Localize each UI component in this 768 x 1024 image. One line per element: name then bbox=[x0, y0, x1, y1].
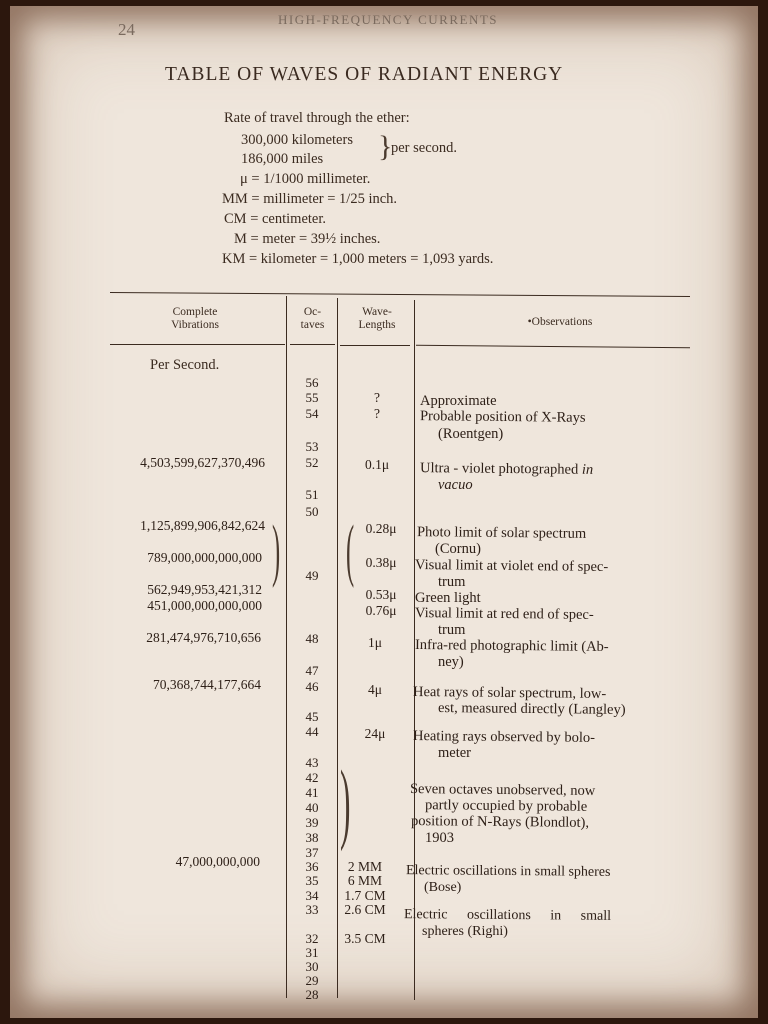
obs-elec2-1: Electric oscillations in small bbox=[403, 907, 612, 924]
obs-uv-2: vacuo bbox=[438, 477, 473, 493]
intro-brace: } bbox=[378, 130, 393, 163]
header-observations: •Observations bbox=[527, 316, 593, 328]
octave-32: 32 bbox=[305, 931, 319, 946]
wave-length: 2 MM bbox=[347, 859, 383, 874]
wave-length: 2.6 CM bbox=[344, 902, 386, 917]
wave-length: 6 MM bbox=[347, 873, 383, 888]
wave-length: 0.53μ bbox=[365, 587, 397, 602]
obs-xrays-2: (Roentgen) bbox=[438, 426, 504, 442]
wave-length: ? bbox=[374, 406, 380, 421]
intro-km: 300,000 kilometers bbox=[241, 132, 353, 148]
obs-seven-4: 1903 bbox=[425, 830, 454, 846]
book-page bbox=[10, 6, 758, 1018]
intro-miles: 186,000 miles bbox=[241, 151, 324, 167]
obs-heat-2: est, measured directly (Langley) bbox=[437, 700, 626, 718]
obs-green: Green light bbox=[415, 590, 481, 606]
vibration-row: 47,000,000,000 bbox=[175, 854, 260, 869]
wave-length: ? bbox=[374, 390, 380, 405]
octave-30: 30 bbox=[305, 959, 319, 974]
octave-55: 55 bbox=[305, 390, 319, 405]
obs-visual-red-2: trum bbox=[438, 622, 466, 638]
vibration-row: 562,949,953,421,312 bbox=[147, 582, 262, 597]
octave-31: 31 bbox=[305, 945, 319, 960]
header-rule-4 bbox=[416, 345, 690, 348]
intro-cm: CM = centimeter. bbox=[224, 211, 327, 227]
obs-photo-2: (Cornu) bbox=[435, 541, 481, 557]
page-title: TABLE OF WAVES OF RADIANT ENERGY bbox=[165, 64, 564, 85]
running-title: HIGH-FREQUENCY CURRENTS bbox=[278, 12, 498, 27]
vibrations-brace: ) bbox=[272, 512, 281, 589]
header-wave-2: Lengths bbox=[358, 319, 396, 331]
vibration-row: 281,474,976,710,656 bbox=[146, 630, 261, 645]
obs-elec1-1: Electric oscillations in small spheres bbox=[405, 863, 611, 880]
vibration-row: 4,503,599,627,370,496 bbox=[140, 455, 265, 470]
per-second-label: Per Second. bbox=[150, 357, 220, 373]
wave-brace: ( bbox=[346, 512, 355, 589]
octave-50: 50 bbox=[305, 504, 319, 519]
page-number: 24 bbox=[118, 20, 135, 39]
intro-per-second: per second. bbox=[391, 140, 458, 156]
obs-approximate: Approximate bbox=[420, 393, 497, 409]
octave-41: 41 bbox=[305, 785, 319, 800]
col-rule-1 bbox=[286, 296, 287, 998]
wave-length: 24μ bbox=[364, 726, 386, 741]
header-wave-1: Wave- bbox=[362, 306, 392, 318]
obs-seven-2: partly occupied by probable bbox=[424, 797, 588, 815]
obs-visual-violet-1: Visual limit at violet end of spec- bbox=[414, 556, 609, 576]
header-vibrations-1: Complete bbox=[172, 306, 218, 318]
octave-35: 35 bbox=[305, 873, 319, 888]
octave-34: 34 bbox=[305, 888, 319, 903]
obs-elec1-2: (Bose) bbox=[424, 880, 462, 895]
octave-42: 42 bbox=[305, 770, 319, 785]
octave-40: 40 bbox=[305, 800, 319, 815]
intro-mm: MM = millimeter = 1/25 inch. bbox=[222, 191, 398, 207]
obs-bolo-2: meter bbox=[438, 745, 472, 761]
header-octaves-2: taves bbox=[300, 319, 325, 331]
wave-length: 0.38μ bbox=[365, 555, 397, 570]
wave-length: 0.1μ bbox=[364, 457, 390, 472]
wave-length: 0.76μ bbox=[365, 603, 397, 618]
octave-48: 48 bbox=[305, 631, 319, 646]
wave-length: 1.7 CM bbox=[344, 888, 386, 903]
octave-43: 43 bbox=[305, 755, 319, 770]
obs-bolo-1: Heating rays observed by bolo- bbox=[412, 728, 596, 746]
intro-mu: μ = 1/1000 millimeter. bbox=[240, 171, 371, 187]
octave-38: 38 bbox=[305, 830, 319, 845]
octave-54: 54 bbox=[305, 406, 319, 421]
octave-52: 52 bbox=[305, 455, 319, 470]
intro-m: M = meter = 39½ inches. bbox=[234, 231, 381, 247]
octave-33: 33 bbox=[305, 902, 319, 917]
octave-46: 46 bbox=[305, 679, 319, 694]
obs-heat-1: Heat rays of solar spectrum, low- bbox=[412, 683, 607, 703]
vibration-row: 1,125,899,906,842,624 bbox=[140, 518, 265, 533]
octave-44: 44 bbox=[305, 724, 319, 739]
header-vibrations-2: Vibrations bbox=[171, 319, 219, 331]
wave-length: 4μ bbox=[368, 682, 382, 697]
obs-xrays-1: Probable position of X-Rays bbox=[419, 408, 586, 426]
octave-49: 49 bbox=[305, 568, 319, 583]
obs-uv-1: Ultra - violet photographed in bbox=[419, 460, 594, 478]
intro-rate-line: Rate of travel through the ether: bbox=[224, 110, 410, 126]
vibration-row: 451,000,000,000,000 bbox=[147, 598, 262, 613]
octaves-brace: ) bbox=[340, 753, 351, 852]
vibration-row: 70,368,744,177,664 bbox=[153, 677, 261, 692]
obs-elec2-2: spheres (Righi) bbox=[422, 924, 508, 939]
octave-51: 51 bbox=[305, 487, 319, 502]
octave-45: 45 bbox=[305, 709, 319, 724]
table-top-rule bbox=[110, 292, 690, 297]
header-octaves-1: Oc- bbox=[303, 306, 322, 318]
obs-ir-1: Infra-red photographic limit (Ab- bbox=[414, 636, 609, 656]
octave-47: 47 bbox=[305, 663, 319, 678]
obs-seven-1: Seven octaves unobserved, now bbox=[409, 781, 596, 799]
obs-visual-violet-2: trum bbox=[438, 574, 466, 590]
wave-length: 1μ bbox=[368, 635, 382, 650]
obs-seven-3: position of N-Rays (Blondlot), bbox=[410, 813, 590, 831]
octave-39: 39 bbox=[305, 815, 319, 830]
octave-29: 29 bbox=[305, 973, 319, 988]
wave-length: 0.28μ bbox=[365, 521, 397, 536]
obs-ir-2: ney) bbox=[438, 654, 464, 670]
header-rule-2 bbox=[290, 344, 335, 345]
intro-km-def: KM = kilometer = 1,000 meters = 1,093 yards. bbox=[222, 251, 494, 267]
header-rule-1 bbox=[110, 344, 285, 345]
vibration-row: 789,000,000,000,000 bbox=[147, 550, 262, 565]
wave-length: 3.5 CM bbox=[344, 931, 386, 946]
octave-53: 53 bbox=[305, 439, 319, 454]
octave-56: 56 bbox=[305, 375, 319, 390]
obs-visual-red-1: Visual limit at red end of spec- bbox=[414, 605, 594, 623]
header-rule-3 bbox=[340, 345, 410, 346]
octave-36: 36 bbox=[305, 859, 319, 874]
obs-photo-1: Photo limit of solar spectrum bbox=[416, 524, 587, 542]
octave-37: 37 bbox=[305, 845, 319, 860]
octave-28: 28 bbox=[305, 987, 319, 1002]
